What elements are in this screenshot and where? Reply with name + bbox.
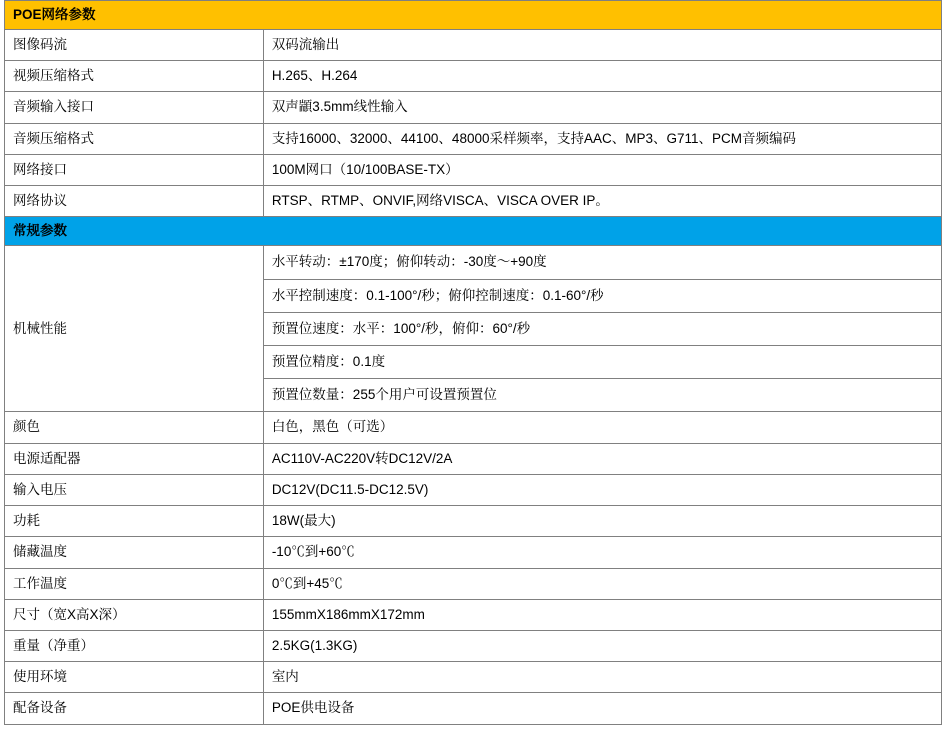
row-value: 2.5KG(1.3KG) bbox=[263, 630, 941, 661]
row-label: 输入电压 bbox=[5, 474, 264, 505]
row-label: 视频压缩格式 bbox=[5, 61, 264, 92]
list-item bbox=[264, 379, 941, 412]
table-row bbox=[5, 30, 942, 61]
list-item bbox=[264, 246, 941, 279]
section-header-poe bbox=[5, 1, 942, 30]
row-label: 工作温度 bbox=[5, 568, 264, 599]
row-label: 网络接口 bbox=[5, 154, 264, 185]
section-header-general bbox=[5, 217, 942, 246]
table-row bbox=[5, 537, 942, 568]
list-item bbox=[264, 279, 941, 312]
mechanical-item: 水平控制速度：0.1-100°/秒；俯仰控制速度：0.1-60°/秒 bbox=[264, 279, 941, 312]
row-value: 双码流输出 bbox=[263, 30, 941, 61]
row-value: RTSP、RTMP、ONVIF,网络VISCA、VISCA OVER IP。 bbox=[263, 186, 941, 217]
row-value: -10℃到+60℃ bbox=[263, 537, 941, 568]
row-value: 100M网口（10/100BASE-TX） bbox=[263, 154, 941, 185]
mechanical-sub-table-cell bbox=[263, 246, 941, 412]
table-row-mechanical bbox=[5, 246, 942, 412]
row-label: 使用环境 bbox=[5, 662, 264, 693]
row-label: 音频输入接口 bbox=[5, 92, 264, 123]
row-value: DC12V(DC11.5-DC12.5V) bbox=[263, 474, 941, 505]
row-label: 储藏温度 bbox=[5, 537, 264, 568]
mechanical-item: 预置位精度：0.1度 bbox=[264, 345, 941, 378]
row-label: 图像码流 bbox=[5, 30, 264, 61]
row-label: 音频压缩格式 bbox=[5, 123, 264, 154]
row-value: 18W(最大) bbox=[263, 506, 941, 537]
row-value: AC110V-AC220V转DC12V/2A bbox=[263, 443, 941, 474]
list-item bbox=[264, 312, 941, 345]
row-label: 功耗 bbox=[5, 506, 264, 537]
row-value: POE供电设备 bbox=[263, 693, 941, 724]
table-row bbox=[5, 506, 942, 537]
mechanical-item: 水平转动：±170度；俯仰转动：-30度～+90度 bbox=[264, 246, 941, 279]
table-row bbox=[5, 92, 942, 123]
mechanical-sub-table bbox=[264, 246, 941, 411]
row-value: 155mmX186mmX172mm bbox=[263, 599, 941, 630]
table-row bbox=[5, 123, 942, 154]
table-row bbox=[5, 474, 942, 505]
table-row bbox=[5, 61, 942, 92]
row-value: 双声顓3.5mm线性输入 bbox=[263, 92, 941, 123]
row-label: 尺寸（宽X高X深） bbox=[5, 599, 264, 630]
specifications-table bbox=[4, 0, 942, 725]
table-row bbox=[5, 568, 942, 599]
mechanical-item: 预置位数量：255个用户可设置预置位 bbox=[271, 387, 497, 403]
table-row bbox=[5, 412, 942, 443]
list-item bbox=[264, 345, 941, 378]
table-row bbox=[5, 599, 942, 630]
row-value: 支持16000、32000、44100、48000采样频率，支持AAC、MP3、G711、PCM音频编码 bbox=[263, 123, 941, 154]
table-row bbox=[5, 186, 942, 217]
table-row bbox=[5, 154, 942, 185]
mechanical-item: 预置位速度：水平：100°/秒，俯仰：60°/秒 bbox=[264, 312, 941, 345]
row-label: 电源适配器 bbox=[5, 443, 264, 474]
row-label: 重量（净重） bbox=[5, 630, 264, 661]
table-row bbox=[5, 662, 942, 693]
row-value: 0℃到+45℃ bbox=[263, 568, 941, 599]
row-label: 颜色 bbox=[5, 412, 264, 443]
table-row bbox=[5, 443, 942, 474]
table-row bbox=[5, 693, 942, 724]
row-label: 配备设备 bbox=[5, 693, 264, 724]
section-header-general-label: 常规参数 bbox=[5, 217, 942, 246]
table-row bbox=[5, 630, 942, 661]
row-label: 网络协议 bbox=[5, 186, 264, 217]
section-header-poe-label: POE网络参数 bbox=[5, 1, 942, 30]
row-value: H.265、H.264 bbox=[263, 61, 941, 92]
row-value: 白色，黑色（可选） bbox=[263, 412, 941, 443]
row-value: 室内 bbox=[263, 662, 941, 693]
row-label: 机械性能 bbox=[5, 246, 264, 412]
